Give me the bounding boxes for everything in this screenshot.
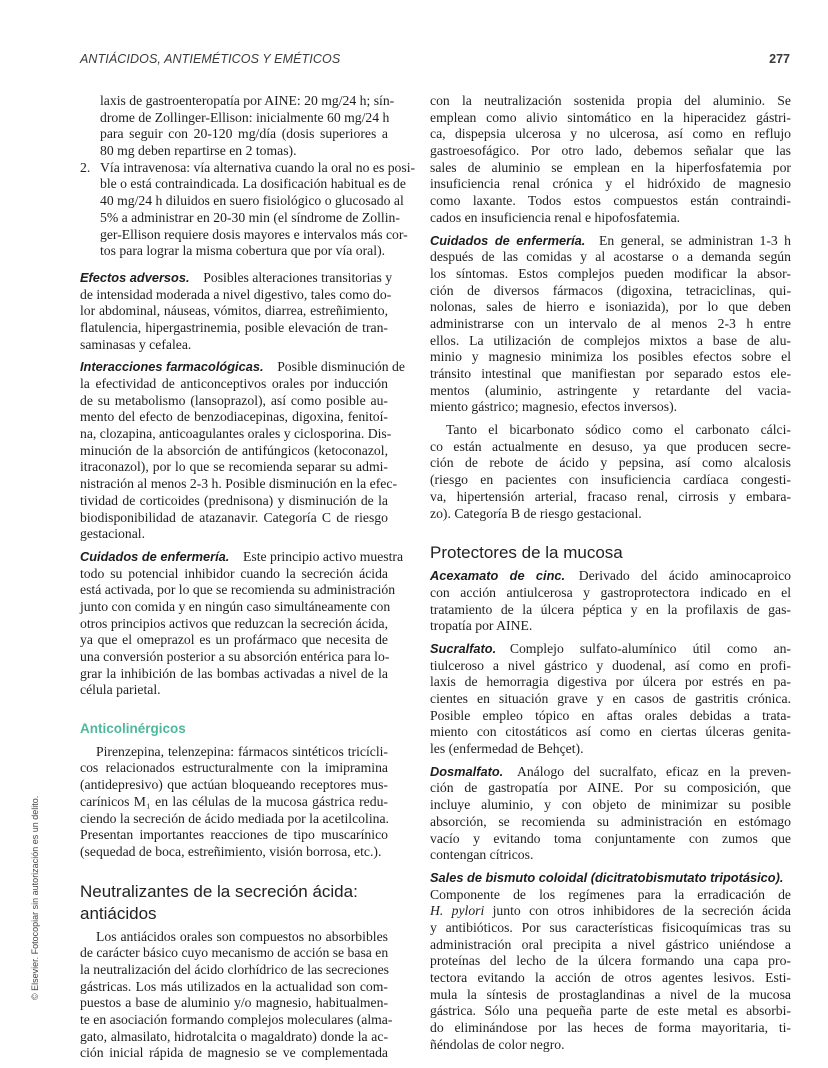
text-line xyxy=(80,426,392,443)
line-text: Posible empleo tópico en aftas orales debidas a trata- xyxy=(430,707,791,723)
text-line xyxy=(430,506,791,523)
line-text: ciendo la secreción de ácido mediada por la acetilcolina. xyxy=(80,810,389,826)
line-text: biodisponibilidad de atazanavir. Categoría C de riesgo xyxy=(80,509,388,525)
italic-term: H. pylori xyxy=(430,903,485,919)
line-text: cados en insuficiencia renal e hipofosfatemia. xyxy=(430,209,681,225)
line-text: Pirenzepina, telenzepina: fármacos sintéticos tricícli- xyxy=(96,743,388,759)
line-text: miento con citostáticos así como en ciertas úlceras genita- xyxy=(430,724,791,740)
text-line xyxy=(80,376,388,393)
text-line xyxy=(80,811,388,828)
paragraph-cuidados-de-enfermeria xyxy=(430,233,791,417)
text-line xyxy=(430,674,791,691)
text-line xyxy=(80,409,388,426)
text-line xyxy=(430,160,791,177)
text-line xyxy=(430,708,791,725)
text-line xyxy=(80,566,388,583)
line-text: Presentan importantes reacciones de tipo muscarínico xyxy=(80,827,388,843)
text-line xyxy=(100,93,395,110)
text-line xyxy=(430,249,791,266)
line-text: Posible disminución de xyxy=(277,359,405,375)
line-text: ción de rebote de ácido y pepsina, así como alcalosis xyxy=(430,455,791,471)
line-text: laxis de hemorragia digestiva por úlcera por estrés en pa- xyxy=(430,674,791,690)
line-text: absorción, se recomienda su administración en estómago xyxy=(430,813,791,829)
text-line xyxy=(80,393,388,410)
line-text: 40 mg/24 h diluidos en suero fisiológico o glucosado al xyxy=(100,193,404,209)
paragraph-cuidados-de-enfermeria xyxy=(80,548,404,699)
text-line xyxy=(80,598,391,616)
text-line xyxy=(80,760,388,777)
text-line xyxy=(80,476,398,493)
line-text: (sequedad de boca, estreñimiento, visión borrosa, etc.). xyxy=(80,843,382,859)
text-line xyxy=(430,422,791,439)
line-text: de su metabolismo (lansoprazol), así como posible au- xyxy=(80,392,388,408)
line-text: miento gástrico; magnesio, efectos inversos). xyxy=(430,399,678,415)
line-text: insuficiencia renal crónica y el hidróxido de magnesio xyxy=(430,176,791,192)
text-line xyxy=(430,472,791,489)
text-line xyxy=(80,794,388,811)
text-line xyxy=(100,176,406,193)
text-line xyxy=(430,93,791,110)
text-line xyxy=(430,399,791,416)
text-line xyxy=(430,383,791,400)
run-in-heading: Acexamato de cinc. xyxy=(430,568,566,584)
text-line xyxy=(80,548,404,566)
paragraph xyxy=(80,928,393,1063)
text-line xyxy=(80,945,388,962)
text-line xyxy=(80,510,388,527)
copyright-notice: © Elsevier. Fotocopiar sin autorización es un delito. xyxy=(30,795,40,1000)
heading-line xyxy=(430,870,791,887)
text-line xyxy=(80,493,388,510)
line-text: administración oral precipita a nivel gástrico uniéndose a xyxy=(430,936,791,952)
text-line xyxy=(80,962,388,979)
text-line xyxy=(430,602,791,619)
line-text: nistración al menos 2-3 h. Posible disminución en la efec- xyxy=(80,476,398,492)
line-text: con la neutralización sostenida propia del aluminio. Se xyxy=(430,93,791,108)
left-column xyxy=(80,93,416,1068)
line-text: puestos a base de aluminio y/o magnesio, habitualmen- xyxy=(80,995,388,1011)
text-line xyxy=(430,489,791,506)
text-line xyxy=(430,455,791,472)
line-text: co están actualmente en desuso, ya que producen secre- xyxy=(430,438,791,454)
line-text: y antibióticos. Por sus características fisicoquímicas tras su xyxy=(430,919,791,935)
text-line xyxy=(430,1037,791,1054)
text-line xyxy=(80,979,388,996)
section-heading: Anticolinérgicos xyxy=(80,721,186,737)
line-text: administrarse con un intervalo de al menos 2-3 h entre xyxy=(430,315,791,331)
line-text: la neutralización del ácido clorhídrico de las secreciones xyxy=(80,961,389,977)
text-line xyxy=(430,618,791,635)
run-in-heading: Dosmalfato. xyxy=(430,763,504,779)
line-text: ción inicial rápida de magnesio se ve complementada xyxy=(80,1045,388,1061)
line-text: ca, dispepsia ulcerosa y no ulcerosa, así como en reflujo xyxy=(430,126,791,142)
text-line xyxy=(100,110,388,127)
run-in-heading: Sales de bismuto coloidal (dicitratobismutato tripotásico). xyxy=(430,869,784,885)
line-text: para seguir con 20-120 mg/día (dosis superiores a xyxy=(100,126,388,142)
line-text: gato, almasilato, hidrotalcita o magaldrato) donde la ac- xyxy=(80,1028,388,1044)
text-line xyxy=(430,953,791,970)
line-text: lor abdominal, náuseas, vómitos, diarrea, estreñimiento, xyxy=(80,303,388,319)
line-text: junto con comida y en ningún caso simultáneamente con xyxy=(80,598,391,614)
line-text: de intensidad moderada a nivel digestivo, tales como do- xyxy=(80,286,392,302)
text-line xyxy=(80,337,388,354)
paragraph-sucralfato xyxy=(430,641,791,758)
line-text: ñéndolas de color negro. xyxy=(430,1036,565,1052)
line-text: tropatía por AINE. xyxy=(430,618,533,634)
line-text: grar la inhibición de las bombas activadas a nivel de la xyxy=(80,665,388,681)
line-text: mentos (aluminio, astringente y retardante del vacia- xyxy=(430,382,791,398)
text-line xyxy=(430,691,791,708)
text-line xyxy=(80,616,388,633)
text-line xyxy=(80,286,392,304)
line-text: los síntomas. Estos complejos pueden modificar la absor- xyxy=(430,265,791,281)
line-text: drome de Zollinger-Ellison: inicialmente 60 mg/24 h xyxy=(100,109,390,125)
line-text: la efectividad de anticonceptivos orales por inducción xyxy=(80,376,388,391)
text-line xyxy=(430,987,791,1004)
paragraph-acexamato-de-cinc xyxy=(430,568,791,635)
text-line xyxy=(430,1003,791,1020)
text-line xyxy=(430,1020,791,1037)
text-line xyxy=(430,110,791,127)
text-line xyxy=(430,349,791,366)
text-line xyxy=(80,526,388,543)
line-text: flatulencia, hipergastrinemia, posible elevación de tran- xyxy=(80,319,388,335)
text-line xyxy=(80,582,396,599)
line-text: Complejo sulfato-alumínico útil como an- xyxy=(509,640,791,656)
text-line xyxy=(430,266,791,283)
line-text: incluye aluminio, y con objeto de minimizar su posible xyxy=(430,797,791,813)
text-line xyxy=(100,126,388,143)
line-text: mula la síntesis de prostaglandinas a nivel de la mucosa xyxy=(430,986,791,1002)
line-text: na, clozapina, anticoagulantes orales y ciclosporina. Dis- xyxy=(80,426,392,442)
text-line xyxy=(430,143,791,160)
text-line xyxy=(80,744,388,761)
text-line xyxy=(430,658,791,675)
line-text: otros principios activos que reduzcan la secreción ácida, xyxy=(80,615,388,631)
line-text: como laxante. Todos estos compuestos están contraindi- xyxy=(430,193,791,209)
line-text: nolonas, sales de hierro e isoniazida), por lo que deben xyxy=(430,299,791,315)
run-in-heading: Cuidados de enfermería. xyxy=(80,548,230,564)
list-number: 2. xyxy=(80,159,91,175)
section-heading: Protectores de la mucosa xyxy=(430,543,623,563)
paragraph-interacciones-farmacologicas xyxy=(80,359,405,543)
line-text: mento del efecto de benzodiacepinas, digoxina, fenitoí- xyxy=(80,409,388,425)
run-in-heading: Efectos adversos. xyxy=(80,269,190,285)
text-line xyxy=(430,568,791,585)
text-line xyxy=(80,320,388,337)
text-line xyxy=(430,764,791,781)
text-line xyxy=(430,585,791,602)
text-line xyxy=(430,920,791,937)
line-text: va, hipertensión arterial, fracaso renal, cirrosis y embara- xyxy=(430,488,791,504)
text-line xyxy=(430,233,791,250)
text-line xyxy=(430,741,791,758)
running-header-title: ANTIÁCIDOS, ANTIEMÉTICOS Y EMÉTICOS xyxy=(80,52,341,66)
line-text: Este principio activo muestra xyxy=(243,548,404,564)
line-text: junto con otros inhibidores de la secreción ácida xyxy=(484,903,791,919)
run-in-heading: Cuidados de enfermería. xyxy=(430,232,586,248)
line-text: Derivado del ácido aminocaproico xyxy=(578,568,791,584)
paragraph-efectos-adversos xyxy=(80,269,393,353)
line-text: emplean como alivio sintomático en la hiperacidez gástri- xyxy=(430,109,791,125)
line-text: contengan cítricos. xyxy=(430,847,534,863)
line-text: una conversión posterior a su absorción entérica para lo- xyxy=(80,649,390,664)
text-line xyxy=(430,831,791,848)
text-line xyxy=(430,847,791,864)
text-line xyxy=(100,209,400,227)
line-text: tratamiento de la úlcera péptica y en la profilaxis de gas- xyxy=(430,601,791,617)
line-text: 5% a administrar en 20-30 min (el síndrome de Zollin- xyxy=(100,209,400,225)
line-text: tividad de corticoides (prednisona) y disminución de la xyxy=(80,492,388,508)
line-text: sales de aluminio se emplean en la hiperfosfatemia por xyxy=(430,159,791,175)
text-line xyxy=(80,649,388,666)
text-line xyxy=(80,777,388,794)
line-text: gastroesofágico. Por otro lado, debemos señalar que las xyxy=(430,143,791,159)
line-text: minio y magnesio minimiza los posibles efectos sobre el xyxy=(430,349,791,365)
text-line xyxy=(430,366,791,383)
text-line xyxy=(430,316,791,333)
text-line xyxy=(80,1012,393,1029)
text-line xyxy=(430,126,791,143)
text-line xyxy=(80,303,388,320)
line-text: cos relacionados estructuralmente con la imipramina xyxy=(80,760,388,776)
line-text: carínicos M₁ en las células de la mucosa gástrica redu- xyxy=(80,793,388,809)
line-text: les (enfermedad de Behçet). xyxy=(430,741,584,757)
line-text: Análogo del sucralfato, eficaz en la preven- xyxy=(516,763,791,779)
line-text: laxis de gastroenteropatía por AINE: 20 mg/24 h; sín- xyxy=(100,93,395,108)
text-line xyxy=(100,159,416,177)
text-line xyxy=(80,269,393,287)
text-line xyxy=(430,299,791,316)
text-line xyxy=(80,827,388,844)
line-text: En general, se administran 1-3 h xyxy=(598,232,791,248)
line-text: zo). Categoría B de riesgo gestacional. xyxy=(430,505,642,521)
list-item xyxy=(80,93,395,160)
paragraph-sales-de-bismuto-coloidal-dicitratobismutato-tripotasico xyxy=(430,870,791,1054)
line-text: minución de la absorción de antifúngicos (ketoconazol, xyxy=(80,442,388,458)
paragraph-dosmalfato xyxy=(430,764,791,864)
line-text: con acción antiulcerosa y gastroprotectora indicado en el xyxy=(430,584,791,600)
text-line xyxy=(430,903,791,920)
text-line xyxy=(430,210,791,227)
text-line xyxy=(100,193,404,210)
line-text: Componente de los regímenes para la erradicación de xyxy=(430,886,791,902)
text-line xyxy=(430,780,791,797)
line-text: itraconazol), por lo que se recomienda separar su admi- xyxy=(80,459,388,475)
text-line xyxy=(80,359,405,376)
text-line xyxy=(430,176,791,193)
line-text: proteínas del lecho de la úlcera formando una capa pro- xyxy=(430,953,791,969)
text-line xyxy=(100,226,408,244)
line-text: tectora evitando la acción de otros agentes lesivos. Esti- xyxy=(430,970,791,985)
line-text: ble o está contraindicada. La dosificación habitual es de xyxy=(100,176,406,192)
text-line xyxy=(80,459,388,476)
line-text: célula parietal. xyxy=(80,682,161,698)
text-line xyxy=(80,632,388,649)
text-line xyxy=(80,844,388,861)
line-text: ger-Ellison requiere dosis mayores e intervalos más cor- xyxy=(100,226,408,242)
run-in-heading: Sucralfato. xyxy=(430,640,497,656)
text-line xyxy=(80,929,388,946)
line-text: do eliminándose por las heces de forma mayoritaria, ti- xyxy=(430,1020,791,1036)
section-heading: Neutralizantes de la secreción ácida: antiácidos xyxy=(80,881,358,923)
line-text: (riesgo en pacientes con insuficiencia cardíaca congesti- xyxy=(430,472,791,488)
line-text: gástricas. Los más utilizados en la actualidad son com- xyxy=(80,978,388,994)
line-text: gestacional. xyxy=(80,526,145,542)
page-number: 277 xyxy=(769,52,790,66)
text-line xyxy=(430,887,791,904)
line-text: está activada, por lo que se recomienda su administración xyxy=(80,582,396,598)
line-text: Vía intravenosa: vía alternativa cuando la oral no es posi- xyxy=(100,159,416,175)
text-line xyxy=(80,1029,388,1046)
line-text: ellos. La utilización de complejos mixtos a base de alu- xyxy=(430,332,791,348)
line-text: gástrica. Sólo una pequeña parte de este metal es absorbi- xyxy=(430,1003,791,1019)
text-line xyxy=(430,724,791,741)
paragraph xyxy=(430,93,791,227)
text-line xyxy=(80,1045,388,1062)
line-text: cientes en situación grave y en casos de gastritis crónica. xyxy=(430,691,791,706)
line-text: Tanto el bicarbonato sódico como el carbonato cálci- xyxy=(446,422,791,438)
line-text: Posibles alteraciones transitorias y xyxy=(203,269,393,285)
text-line xyxy=(100,243,388,260)
line-text: tos para lograr la misma cobertura que por vía oral). xyxy=(100,243,386,259)
line-text: tránsito intestinal que manifiestan por separado estos ele- xyxy=(430,366,791,381)
text-line xyxy=(430,641,791,658)
line-text: saminasas y cefalea. xyxy=(80,336,192,352)
line-text: todo su potencial inhibidor cuando la secreción ácida xyxy=(80,565,388,581)
paragraph xyxy=(80,744,388,861)
line-text: vacío y evitando toma conjuntamente con zumos que xyxy=(430,830,791,846)
paragraph xyxy=(430,422,791,522)
line-text: (antidepresivo) que actúan bloqueando receptores mus- xyxy=(80,777,388,793)
text-line xyxy=(80,666,388,683)
line-text: ción de diversos fármacos (digoxina, tetraciclinas, qui- xyxy=(430,282,791,298)
run-in-heading: Interacciones farmacológicas. xyxy=(80,359,264,375)
list-item xyxy=(80,159,416,260)
text-line xyxy=(80,995,388,1012)
text-line xyxy=(430,970,791,987)
text-line xyxy=(430,439,791,456)
text-line xyxy=(430,797,791,814)
text-line xyxy=(80,682,388,699)
line-text: de carácter básico cuyo mecanismo de acción se basa en xyxy=(80,945,389,961)
line-text: te en asociación formando complejos moleculares (alma- xyxy=(80,1012,393,1028)
text-line xyxy=(100,143,388,160)
line-text: tiulceroso a nivel gástrico y duodenal, así como en profi- xyxy=(430,657,791,673)
text-line xyxy=(430,193,791,210)
text-line xyxy=(430,283,791,300)
text-line xyxy=(430,333,791,350)
line-text: Los antiácidos orales son compuestos no absorbibles xyxy=(96,928,388,944)
line-text: después de las comidas y al acostarse o a demanda según xyxy=(430,249,791,265)
line-text: ción de gastropatía por AINE. Por su composición, que xyxy=(430,780,791,796)
right-column xyxy=(430,93,791,1059)
text-line xyxy=(80,443,388,460)
line-text: 80 mg deben repartirse en 2 tomas). xyxy=(100,143,297,159)
text-line xyxy=(430,937,791,954)
line-text: ya que el omeprazol es un profármaco que necesita de xyxy=(80,632,388,648)
text-line xyxy=(430,814,791,831)
